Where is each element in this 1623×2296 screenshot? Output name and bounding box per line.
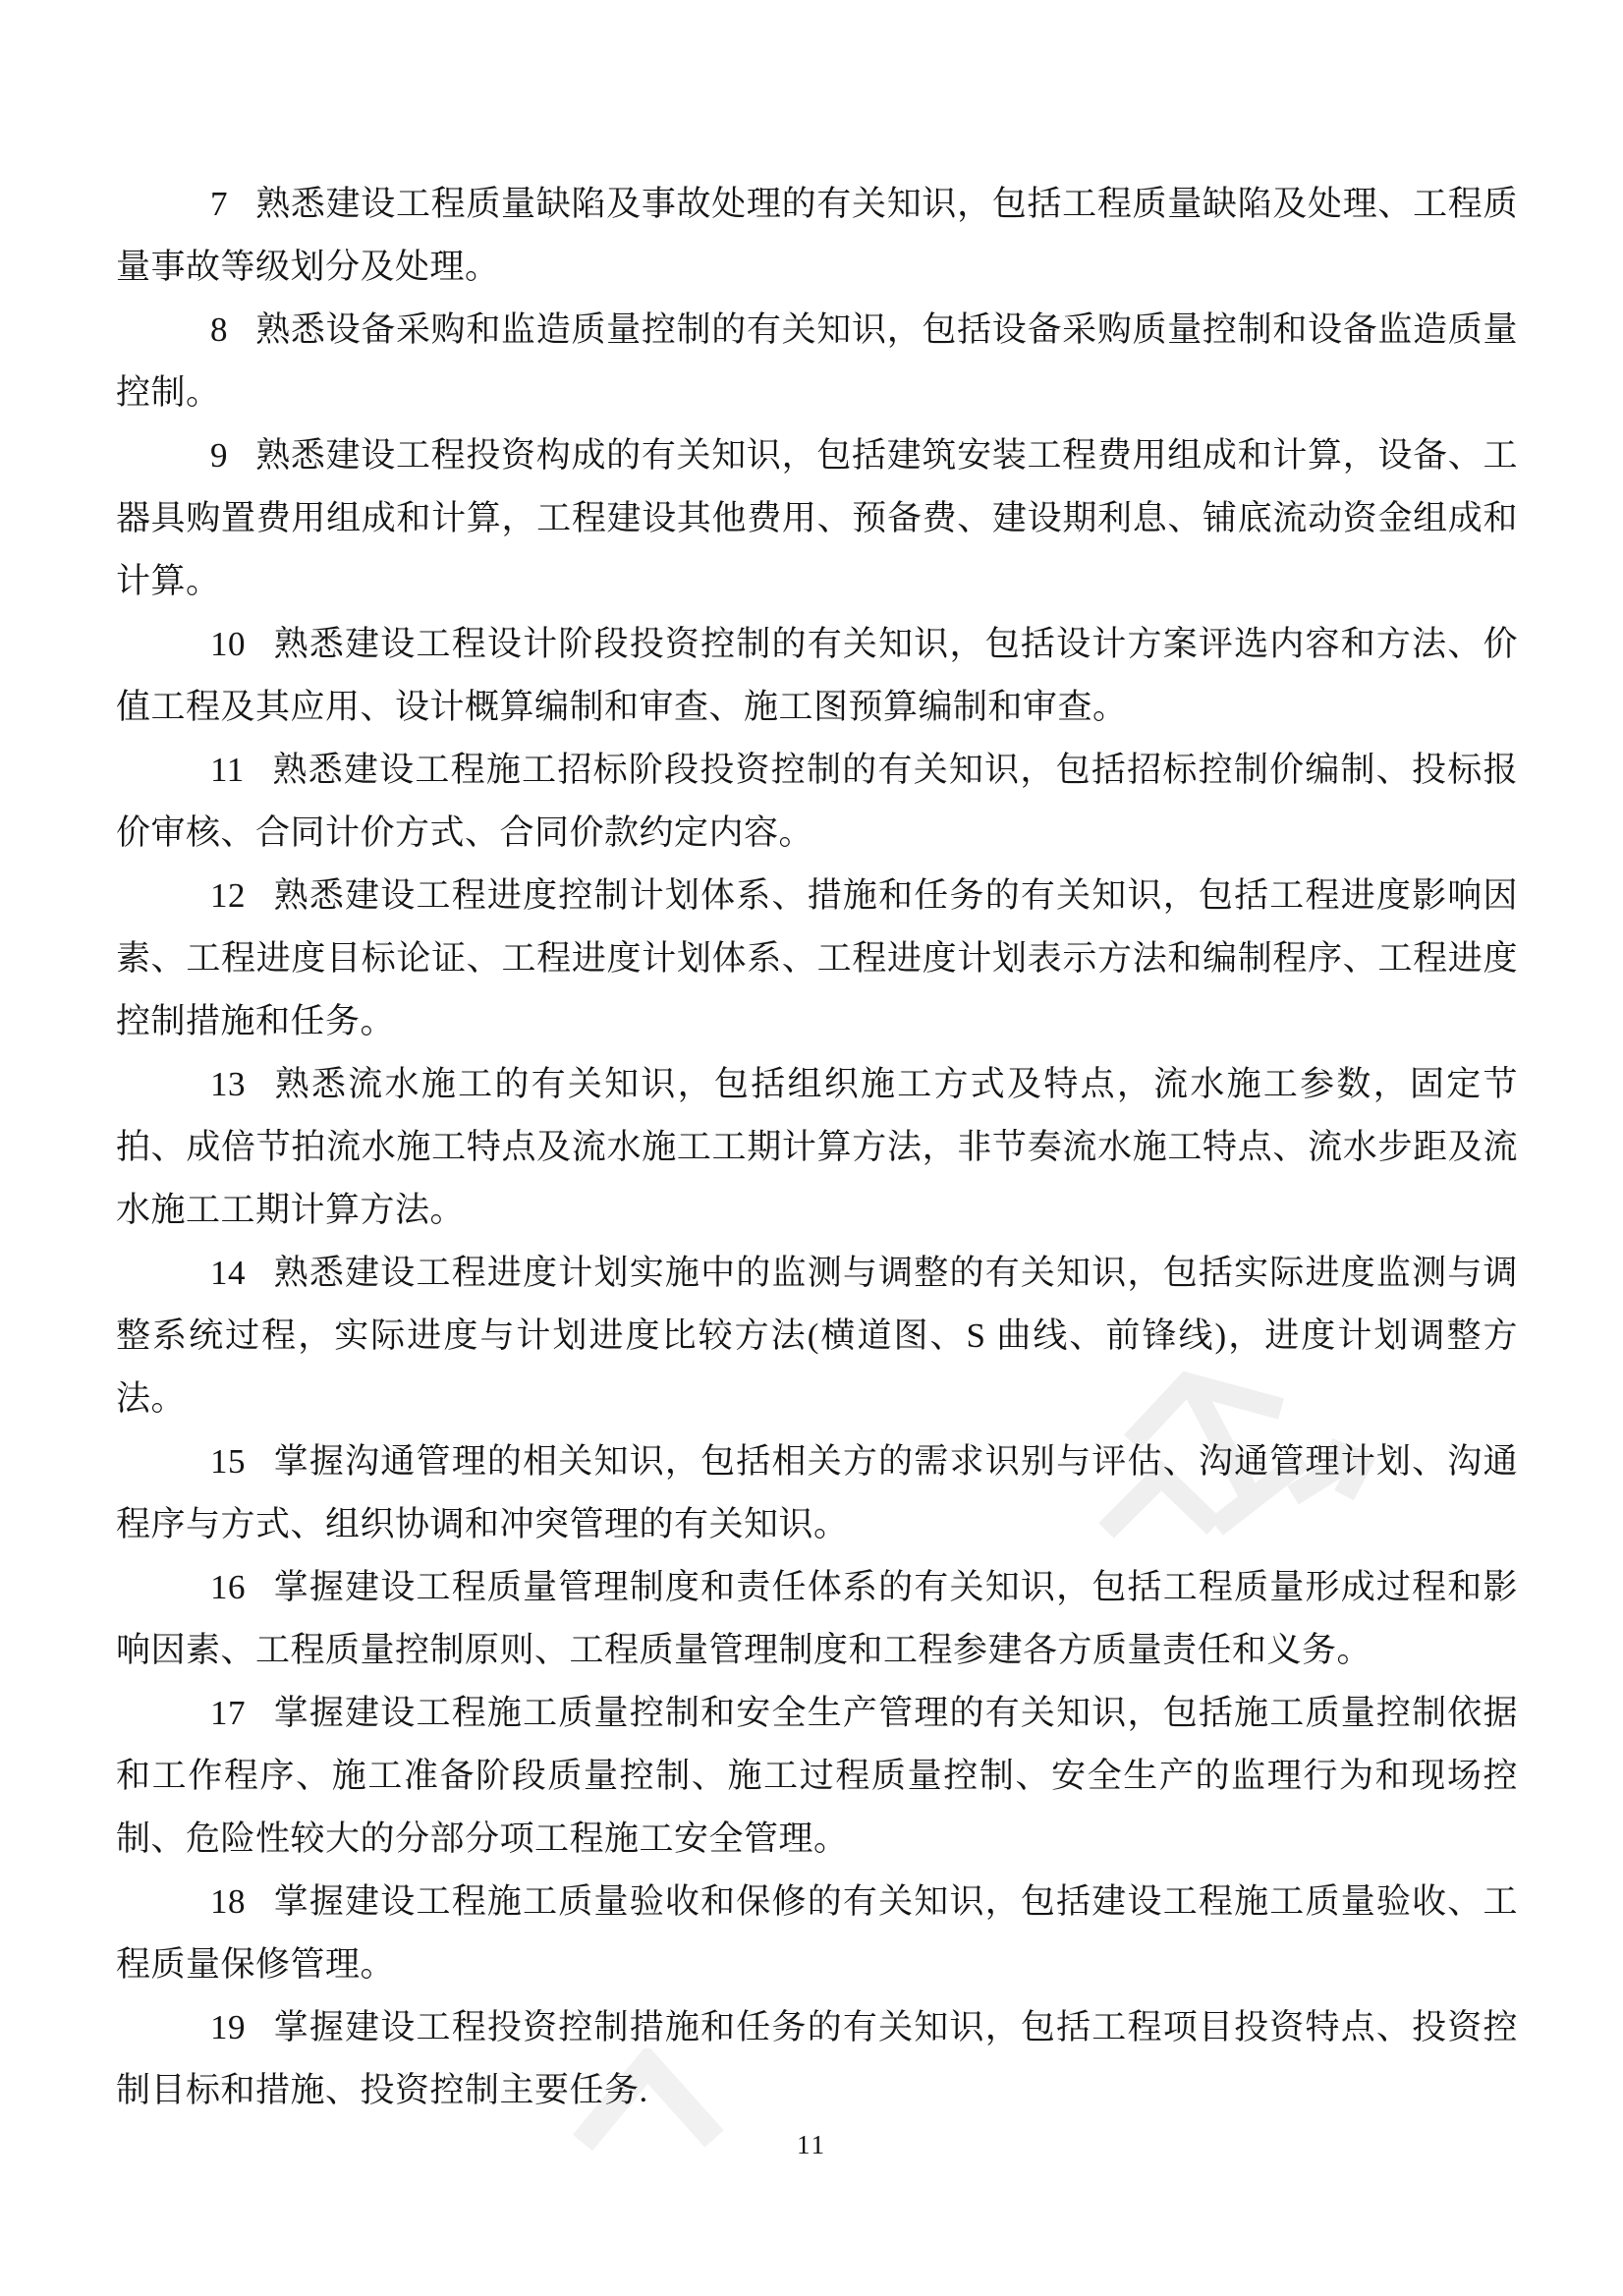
paragraph-number: 17 — [210, 1694, 246, 1732]
paragraph-number: 8 — [210, 310, 228, 349]
paragraph-text: 熟悉设备采购和监造质量控制的有关知识，包括设备采购质量控制和设备监造质量控制。 — [116, 310, 1518, 412]
paragraph-11 — [116, 739, 1518, 865]
page-number: 11 — [797, 2130, 826, 2159]
paragraph-17 — [116, 1682, 1518, 1871]
paragraph-number: 15 — [210, 1442, 246, 1481]
paragraph-10 — [116, 613, 1518, 739]
paragraph-number: 16 — [210, 1568, 246, 1606]
paragraph-number: 10 — [210, 625, 246, 663]
paragraph-number: 14 — [210, 1254, 246, 1292]
paragraph-19 — [116, 1996, 1518, 2122]
paragraph-text: 熟悉建设工程投资构成的有关知识，包括建筑安装工程费用组成和计算，设备、工器具购置费用组成和计算，工程建设其他费用、预备费、建设期利息、铺底流动资金组成和计算。 — [116, 436, 1518, 600]
paragraph-text: 熟悉建设工程进度控制计划体系、措施和任务的有关知识，包括工程进度影响因素、工程进度目标论证、工程进度计划体系、工程进度计划表示方法和编制程序、工程进度控制措施和任务。 — [116, 876, 1518, 1040]
paragraph-number: 18 — [210, 1882, 246, 1921]
paragraph-9 — [116, 424, 1518, 613]
paragraph-number: 12 — [210, 876, 246, 915]
paragraph-number: 19 — [210, 2008, 246, 2046]
paragraph-16 — [116, 1556, 1518, 1682]
paragraph-7 — [116, 173, 1518, 299]
paragraph-text: 掌握建设工程投资控制措施和任务的有关知识，包括工程项目投资特点、投资控制目标和措施、投资控制主要任务. — [116, 2008, 1518, 2109]
paragraph-number: 13 — [210, 1065, 246, 1103]
paragraph-text: 掌握建设工程施工质量控制和安全生产管理的有关知识，包括施工质量控制依据和工作程序、施工准备阶段质量控制、施工过程质量控制、安全生产的监理行为和现场控制、危险性较大的分部分项工程施工安全管理。 — [116, 1694, 1518, 1858]
paragraph-text: 掌握建设工程施工质量验收和保修的有关知识，包括建设工程施工质量验收、工程质量保修管理。 — [116, 1882, 1518, 1984]
paragraph-number: 7 — [210, 185, 228, 223]
paragraph-14 — [116, 1242, 1518, 1430]
paragraph-text: 掌握沟通管理的相关知识，包括相关方的需求识别与评估、沟通管理计划、沟通程序与方式、组织协调和冲突管理的有关知识。 — [116, 1442, 1518, 1543]
paragraph-18 — [116, 1871, 1518, 1996]
paragraph-number: 11 — [210, 751, 245, 789]
paragraph-text: 掌握建设工程质量管理制度和责任体系的有关知识，包括工程质量形成过程和影响因素、工程质量控制原则、工程质量管理制度和工程参建各方质量责任和义务。 — [116, 1568, 1518, 1669]
paragraph-8 — [116, 299, 1518, 424]
document-body — [116, 173, 1518, 2122]
paragraph-text: 熟悉流水施工的有关知识，包括组织施工方式及特点，流水施工参数，固定节拍、成倍节拍流水施工特点及流水施工工期计算方法，非节奏流水施工特点、流水步距及流水施工工期计算方法。 — [116, 1065, 1518, 1229]
paragraph-13 — [116, 1053, 1518, 1242]
paragraph-12 — [116, 865, 1518, 1053]
paragraph-text: 熟悉建设工程质量缺陷及事故处理的有关知识，包括工程质量缺陷及处理、工程质量事故等级划分及处理。 — [116, 185, 1518, 286]
paragraph-15 — [116, 1430, 1518, 1556]
paragraph-text: 熟悉建设工程施工招标阶段投资控制的有关知识，包括招标控制价编制、投标报价审核、合同计价方式、合同价款约定内容。 — [116, 751, 1518, 852]
paragraph-text: 熟悉建设工程设计阶段投资控制的有关知识，包括设计方案评选内容和方法、价值工程及其应用、设计概算编制和审查、施工图预算编制和审查。 — [116, 625, 1518, 726]
paragraph-text: 熟悉建设工程进度计划实施中的监测与调整的有关知识，包括实际进度监测与调整系统过程，实际进度与计划进度比较方法(横道图、S 曲线、前锋线)，进度计划调整方法。 — [116, 1254, 1518, 1418]
paragraph-number: 9 — [210, 436, 228, 475]
